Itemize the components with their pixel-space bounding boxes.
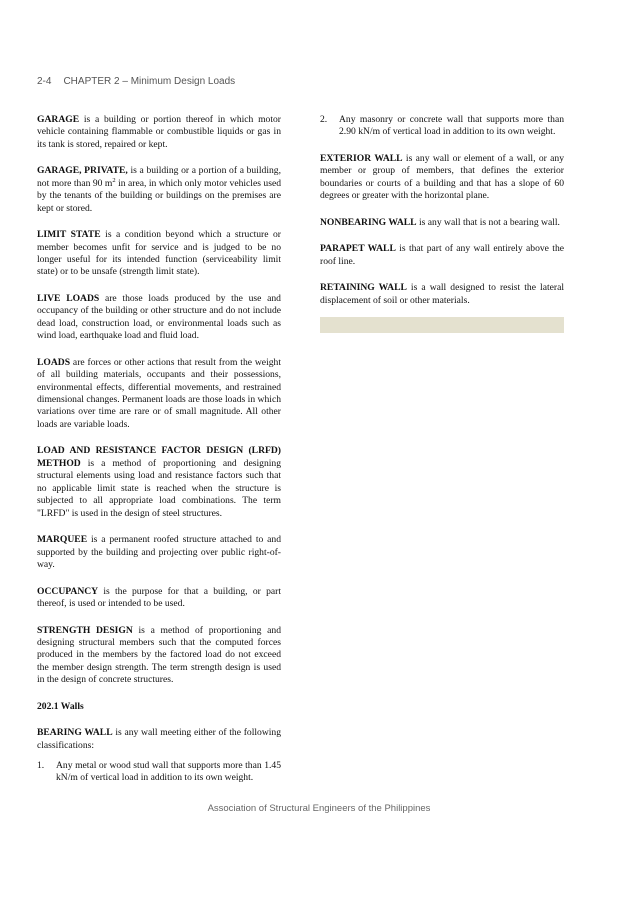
- definition-text: is that part of any wall entirely above the roof line.: [320, 243, 564, 267]
- definition-text: is a permanent roofed structure attached to and supported by the building and projecting over public right-of-way.: [37, 534, 281, 570]
- term: LOADS: [37, 356, 71, 368]
- definition-garage: [37, 114, 281, 151]
- definition-text: is a condition beyond which a structure or member becomes unfit for service and is judged to be no longer useful for its intended function (serviceability limit state) or to be unsafe (strength limit state).: [37, 229, 281, 278]
- definition-exterior-wall: [320, 153, 564, 203]
- definition-text: is any wall or element of a wall, or any member or group of members, that defines the exterior boundaries or courts of a building and that has a slope of 60 degrees or greater with the horizontal plane.: [320, 153, 564, 202]
- term: LIVE LOADS: [37, 293, 100, 305]
- definition-text: is the purpose for that a building, or part thereof, is used or intended to be used.: [37, 585, 281, 609]
- term: MARQUEE: [37, 534, 88, 546]
- term: STRENGTH DESIGN: [37, 624, 133, 636]
- definition-live-loads: [37, 293, 281, 343]
- definition-parapet-wall: [320, 243, 564, 268]
- definition-text: is a method of proportioning and designing structural members such that the computed forces produced in the members by the factored load do not exceed the member design strength. The term strength design is used in the design of concrete structures.: [37, 624, 281, 686]
- list-item: [37, 760, 281, 785]
- definition-retaining-wall: [320, 282, 564, 307]
- list-item: [320, 114, 564, 139]
- page-header: [37, 76, 235, 87]
- chapter-title: CHAPTER 2 – Minimum Design Loads: [63, 76, 236, 87]
- definition-nonbearing-wall: [320, 217, 564, 229]
- definition-limit-state: [37, 229, 281, 279]
- term: PARAPET WALL: [320, 243, 396, 255]
- definition-text: is a building or portion thereof in which motor vehicle containing flammable or combustible liquids or gas in its tank is stored, repaired or kept.: [37, 114, 281, 150]
- definition-bearing-wall: [37, 727, 281, 752]
- list-number: 1.: [37, 759, 45, 771]
- page-number: 2-4: [37, 76, 52, 87]
- term: GARAGE, PRIVATE,: [37, 165, 128, 177]
- superscript: 2: [112, 176, 116, 184]
- list-text: Any metal or wood stud wall that supports more than 1.45 kN/m of vertical load in addition to its own weight.: [56, 759, 281, 784]
- term: OCCUPANCY: [37, 585, 99, 597]
- definition-occupancy: [37, 586, 281, 611]
- definition-text: is a wall designed to resist the lateral displacement of soil or other materials.: [320, 282, 564, 306]
- list-text: Any masonry or concrete wall that supports more than 2.90 kN/m of vertical load in addition to its own weight.: [339, 114, 564, 138]
- term: GARAGE: [37, 114, 80, 125]
- definition-loads: [37, 357, 281, 431]
- term: EXTERIOR WALL: [320, 153, 403, 164]
- right-column: [320, 114, 564, 333]
- page-footer: Association of Structural Engineers of the Philippines: [207, 803, 431, 814]
- definition-text: is any wall that is not a bearing wall.: [416, 216, 560, 228]
- definition-text: are forces or other actions that result from the weight of all building materials, occupants and their possessions, environmental effects, differential movements, and restrained dimensional changes. Permanent loads are those loads in which variations over time are rare or of small magnitude. All other loads are variable loads.: [37, 356, 281, 430]
- definition-text: is a building or a portion of a building, not more than 90 m: [37, 165, 281, 189]
- definition-text: are those loads produced by the use and occupancy of the building or other structure and do not include dead load, construction load, or environmental loads such as wind load, earthquake load and fluid load.: [37, 293, 281, 342]
- term: LIMIT STATE: [37, 229, 101, 241]
- section-heading: 202.1 Walls: [37, 700, 84, 712]
- list-number: 2.: [320, 114, 328, 125]
- definition-lrfd: [37, 445, 281, 519]
- shaded-bar: [320, 317, 564, 333]
- definition-strength-design: [37, 625, 281, 687]
- term: LOAD AND RESISTANCE FACTOR DESIGN (LRFD) METHOD: [37, 445, 281, 469]
- definition-text: is a method of proportioning and designing structural elements using load and resistance factors such that no applicable limit state is reached when the structure is subjected to all appropriate load combinations. The term "LRFD" is used in the design of steel structures.: [37, 457, 281, 519]
- term: RETAINING WALL: [320, 282, 407, 294]
- left-column: [37, 114, 281, 795]
- term: NONBEARING WALL: [320, 216, 417, 228]
- definition-text: in area, in which only motor vehicles used by the tenants of the building or buildings on the premises are kept or stored.: [37, 177, 281, 214]
- term: BEARING WALL: [37, 727, 113, 739]
- definition-text: is any wall meeting either of the following classifications:: [37, 727, 282, 751]
- definition-garage-private: [37, 165, 281, 215]
- definition-marquee: [37, 534, 281, 571]
